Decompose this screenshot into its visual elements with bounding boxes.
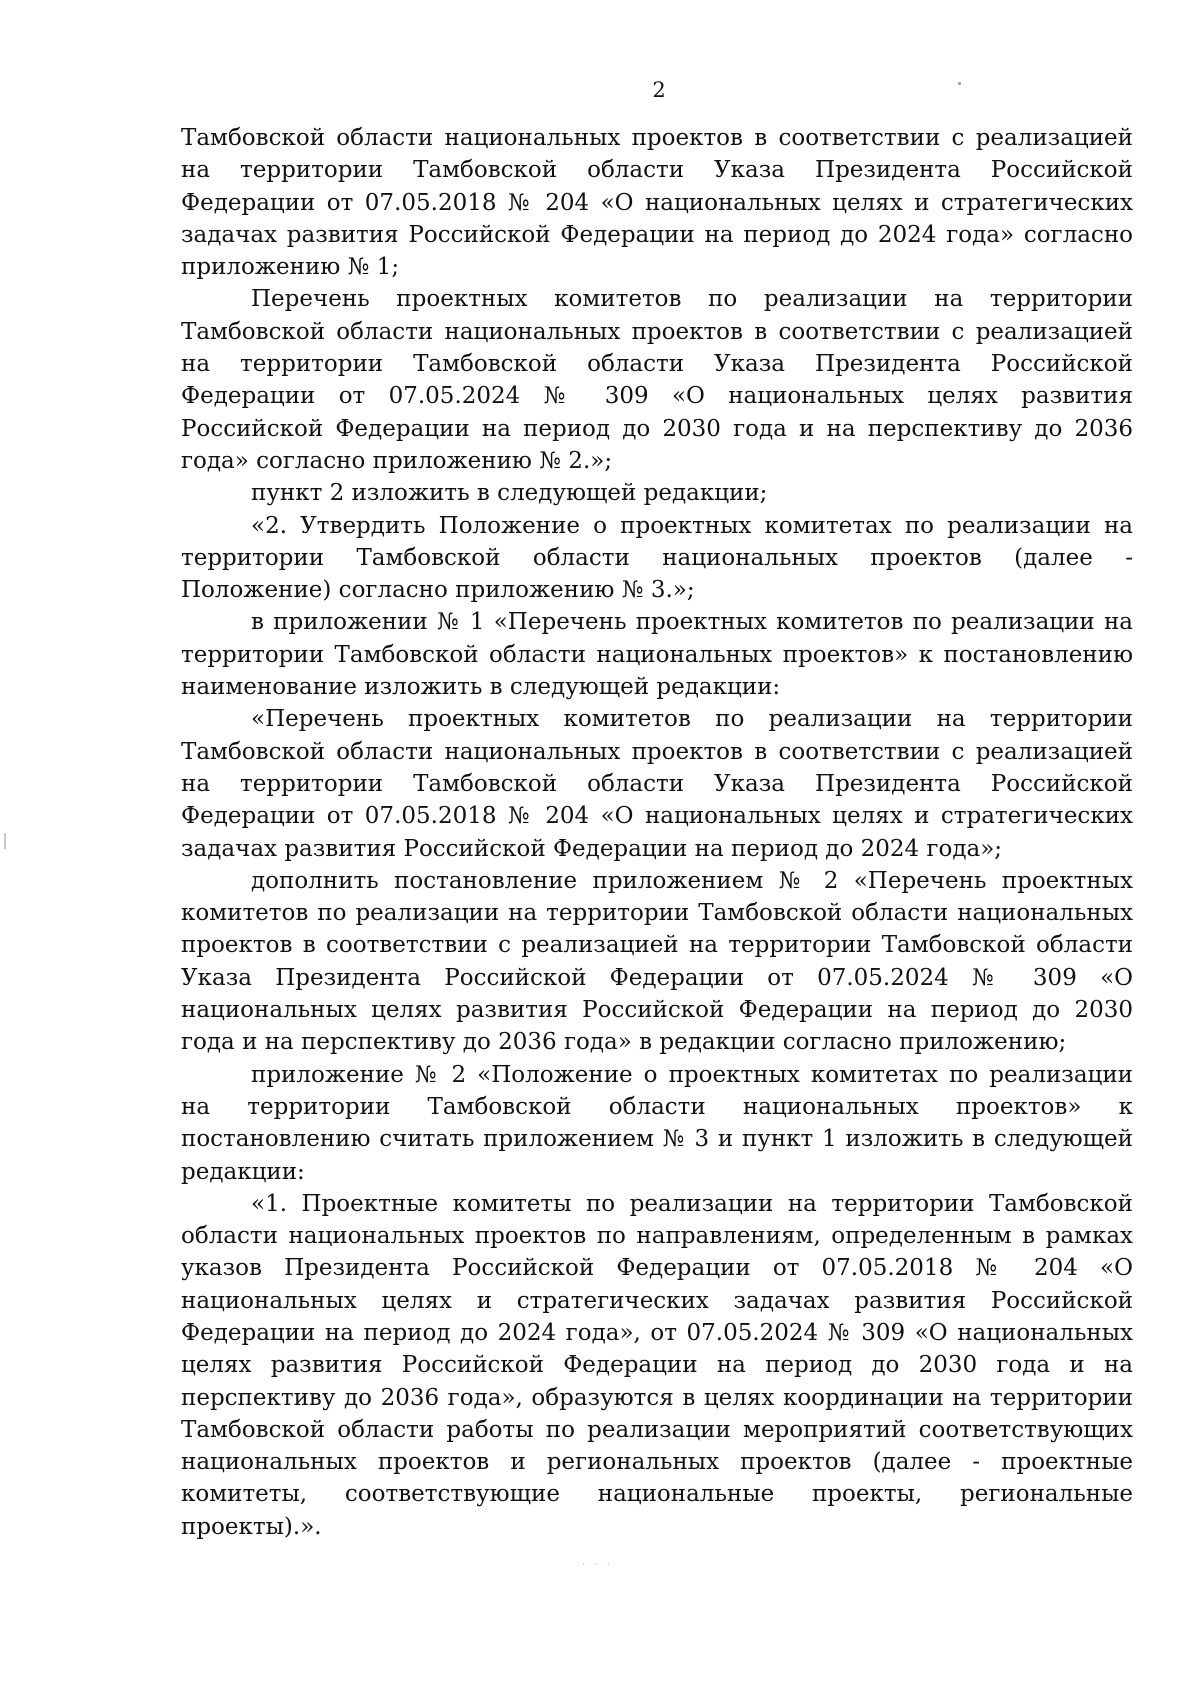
paragraph-appendix-1-title: «Перечень проектных комитетов по реализации на территории Тамбовской области национальных проектов в соответствии с реализацией на территории Тамбовской области Указа Президента Российской Федерации от 07.05.2018 № 204 «О национальных целях и стратегических задачах развития Российской Федерации на период до 2024 года»; — [181, 706, 1133, 862]
page-number: 2 — [652, 78, 666, 102]
paragraph-appendix-2-addition: дополнить постановление приложением № 2 «Перечень проектных комитетов по реализации на территории Тамбовской области национальных проектов в соответствии с реализацией на территории Тамбовской области Указа Президента Российской Федерации от 07.05.2024 № 309 «О национальных целях развития Российской Федерации на период до 2030 года и на перспективу до 2036 года» в редакции согласно приложению; — [181, 867, 1133, 1056]
document-body — [181, 122, 1133, 1543]
paragraph-appendix-1-instruction: в приложении № 1 «Перечень проектных комитетов по реализации на территории Тамбовской области национальных проектов» к постановлению наименование изложить в следующей редакции: — [181, 609, 1133, 701]
paragraph-clause-2-instruction: пункт 2 изложить в следующей редакции; — [251, 480, 768, 507]
paragraph-appendix-3-renumbering: приложение № 2 «Положение о проектных комитетах по реализации на территории Тамбовской области национальных проектов» к постановлению считать приложением № 3 и пункт 1 изложить в следующей редакции: — [181, 1061, 1133, 1185]
paragraph-clause-1-text: «1. Проектные комитеты по реализации на территории Тамбовской области национальных проектов по направлениям, определенным в рамках указов Президента Российской Федерации от 07.05.2018 № 204 «О национальных целях и стратегических задачах развития Российской Федерации на период до 2024 года», от 07.05.2024 № 309 «О национальных целях развития Российской Федерации на период до 2030 года и на перспективу до 2036 года», образуются в целях координации на территории Тамбовской области работы по реализации мероприятий соответствующих национальных проектов и региональных проектов (далее - проектные комитеты, соответствующие национальные проекты, региональные проекты).». — [181, 1190, 1133, 1540]
paragraph-clause-2-text: «2. Утвердить Положение о проектных комитетах по реализации на территории Тамбовской области национальных проектов (далее - Положение) согласно приложению № 3.»; — [181, 512, 1133, 604]
paragraph-continuation: Тамбовской области национальных проектов в соответствии с реализацией на территории Тамбовской области Указа Президента Российской Федерации от 07.05.2018 № 204 «О национальных целях и стратегических задачах развития Российской Федерации на период до 2024 года» согласно приложению № 1; — [181, 125, 1133, 281]
scan-edge-mark — [4, 833, 6, 849]
scan-speck — [958, 82, 961, 85]
scan-noise: · · · — [582, 1560, 613, 1571]
paragraph-list-title: Перечень проектных комитетов по реализации на территории Тамбовской области национальных проектов в соответствии с реализацией на территории Тамбовской области Указа Президента Российской Федерации от 07.05.2024 № 309 «О национальных целях развития Российской Федерации на период до 2030 года и на перспективу до 2036 года» согласно приложению № 2.»; — [181, 286, 1133, 474]
